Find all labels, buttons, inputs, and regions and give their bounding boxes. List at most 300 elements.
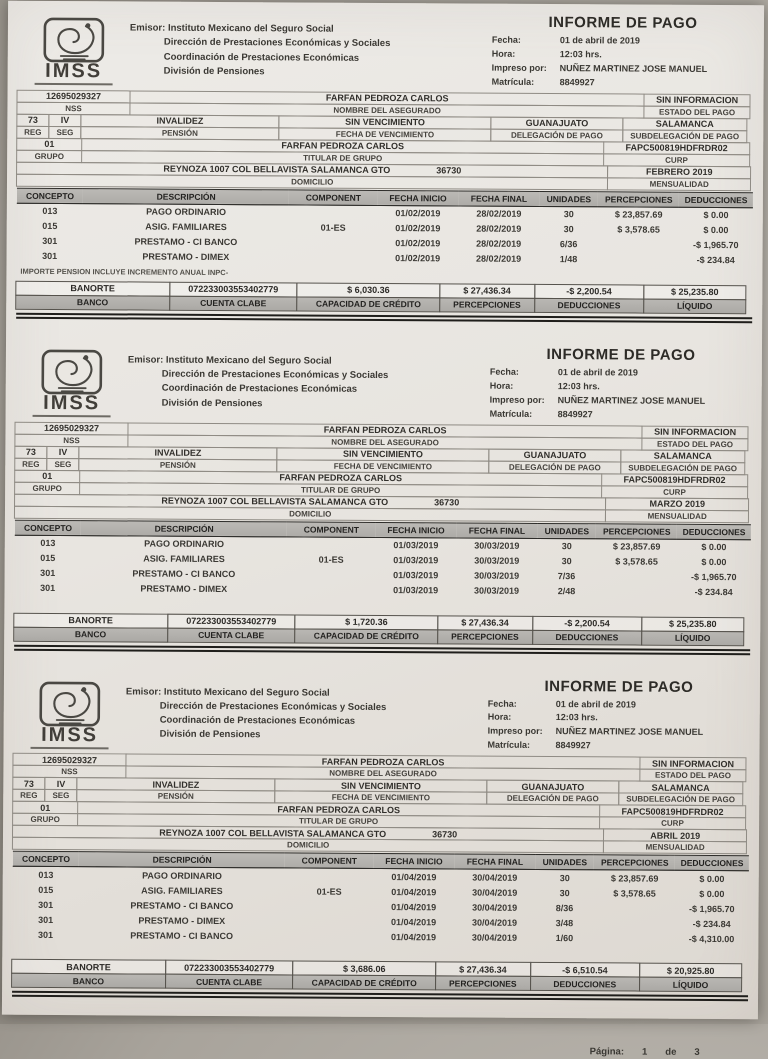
col-descripcion: DESCRIPCIÓN [81, 520, 287, 536]
cell-inicio: 01/04/2019 [373, 914, 454, 929]
cell-final: 28/02/2019 [458, 251, 539, 266]
cell-inicio: 01/03/2019 [375, 567, 456, 582]
cell-component [287, 536, 375, 552]
report-title: INFORME DE PAGO [492, 14, 754, 33]
cell-concepto: 015 [13, 882, 79, 897]
reg-value: 73 [14, 445, 47, 458]
statements-container [12, 11, 754, 1002]
cell-percepciones [594, 931, 675, 946]
col-concepto: CONCEPTO [15, 520, 81, 535]
concepts-table [16, 188, 752, 268]
delegacion-value: GUANAJUATO [487, 780, 620, 794]
delegacion-label: DELEGACIÓN DE PAGO [487, 792, 620, 806]
domicilio-text: REYNOZA 1007 COL BELLAVISTA SALAMANCA GTO [161, 496, 388, 507]
col-component: COMPONENT [287, 521, 375, 537]
cell-deducciones: -$ 234.84 [675, 916, 749, 931]
scanned-document-page [2, 1, 764, 1020]
cell-deducciones: $ 0.00 [677, 539, 751, 555]
payment-statement [16, 11, 754, 323]
cell-inicio: 01/04/2019 [373, 884, 454, 899]
concepts-table [14, 519, 750, 599]
section-divider [16, 313, 752, 323]
titular-label: TITULAR DE GRUPO [79, 482, 602, 498]
cell-descripcion: PRESTAMO - CI BANCO [79, 897, 285, 913]
col-unidades: UNIDADES [539, 191, 598, 206]
cell-descripcion: PAGO ORDINARIO [83, 203, 289, 220]
total-percepciones-label: PERCEPCIONES [439, 297, 535, 313]
col-component: COMPONENT [289, 190, 377, 206]
emisor-line-4: División de Pensiones [126, 728, 488, 744]
cell-descripcion: PRESTAMO - DIMEX [81, 581, 287, 597]
liquido-value: $ 25,235.80 [643, 284, 746, 300]
cell-percepciones: $ 23,857.69 [596, 538, 677, 554]
cell-unidades: 1/60 [535, 930, 594, 945]
periodo-label: MENSUALIDAD [607, 177, 751, 191]
insured-info-grid [17, 91, 754, 191]
delegacion-label: DELEGACIÓN DE PAGO [491, 128, 624, 142]
nss-value: 12695029327 [12, 753, 126, 767]
cell-percepciones [594, 901, 675, 916]
liquido-label: LÍQUIDO [643, 298, 746, 314]
cell-deducciones: -$ 1,965.70 [679, 238, 753, 253]
fecha-label: Fecha: [492, 34, 560, 48]
imss-logo-text: IMSS [18, 61, 130, 82]
cell-percepciones: $ 23,857.69 [594, 870, 675, 886]
matricula-label: Matrícula: [490, 407, 558, 421]
insured-name-label: NOMBRE DEL ASEGURADO [125, 766, 640, 782]
summary-table [14, 613, 750, 645]
summary-table [16, 282, 752, 314]
emisor-line-4: División de Pensiones [128, 396, 490, 412]
total-deducciones-label: DEDUCCIONES [530, 976, 640, 992]
total-deducciones-value: -$ 2,200.54 [532, 615, 642, 631]
insured-name: FARFAN PEDROZA CARLOS [128, 422, 643, 438]
cell-descripcion: PRESTAMO - DIMEX [83, 249, 289, 265]
insured-name: FARFAN PEDROZA CARLOS [130, 90, 645, 106]
insured-name-label: NOMBRE DEL ASEGURADO [127, 434, 642, 450]
periodo-value: FEBRERO 2019 [608, 165, 752, 179]
nss-label: NSS [16, 102, 130, 116]
vencimiento-label: FECHA DE VENCIMIENTO [274, 791, 488, 805]
cell-descripcion: PRESTAMO - CI BANCO [81, 566, 287, 582]
cell-concepto: 301 [14, 580, 80, 595]
cell-final: 28/02/2019 [458, 236, 539, 251]
matricula-value: 8849927 [556, 739, 750, 754]
col-fecha-inicio: FECHA INICIO [373, 854, 454, 869]
curp-value: FAPC500819HDFRDR02 [601, 473, 748, 487]
col-concepto: CONCEPTO [17, 188, 83, 203]
periodo-label: MENSUALIDAD [603, 841, 747, 855]
cell-unidades: 30 [535, 870, 594, 886]
seg-value: IV [44, 777, 77, 790]
cell-deducciones: $ 0.00 [675, 886, 749, 901]
col-deducciones: DEDUCCIONES [679, 192, 753, 207]
cell-component [285, 899, 373, 915]
domicilio-cp: 36730 [436, 166, 461, 176]
grupo-value: 01 [16, 138, 82, 151]
imss-logo [16, 343, 128, 418]
cell-concepto: 015 [15, 550, 81, 565]
hora-value: 12:03 hrs. [560, 48, 754, 63]
cell-final: 30/03/2019 [456, 583, 537, 598]
emisor-line-4: División de Pensiones [130, 64, 492, 80]
cell-final: 30/03/2019 [456, 537, 537, 553]
cell-deducciones: $ 0.00 [675, 871, 749, 887]
emisor-line-2: Dirección de Prestaciones Económicas y Sociales [126, 699, 488, 715]
curp-label: CURP [601, 485, 748, 499]
emisor-label: Emisor: [130, 22, 165, 33]
subdelegacion-label: SUBDELEGACIÓN DE PAGO [620, 461, 745, 475]
hora-value: 12:03 hrs. [556, 711, 750, 726]
domicilio-label: DOMICILIO [14, 505, 607, 522]
total-percepciones-label: PERCEPCIONES [437, 629, 533, 645]
bank-value: BANORTE [15, 281, 170, 297]
cell-final: 30/04/2019 [454, 869, 535, 885]
statement-header [18, 11, 754, 91]
imss-logo [18, 11, 130, 86]
liquido-value: $ 20,925.80 [639, 963, 742, 979]
cell-concepto: 301 [13, 897, 79, 912]
emisor-line-3: Coordinación de Prestaciones Económicas [130, 50, 492, 66]
cell-inicio: 01/03/2019 [375, 552, 456, 567]
subdelegacion-value: SALAMANCA [620, 449, 745, 463]
cell-inicio: 01/02/2019 [377, 221, 458, 236]
impreso-label: Impreso por: [488, 725, 556, 739]
total-percepciones-value: $ 27,436.34 [437, 615, 533, 631]
cell-descripcion: ASIG. FAMILIARES [79, 882, 285, 898]
page-number-total: 3 [694, 1047, 699, 1058]
titular-value: FARFAN PEDROZA CARLOS [77, 801, 600, 817]
cell-component [285, 868, 373, 884]
col-unidades: UNIDADES [535, 855, 594, 870]
domicilio-cp: 36730 [432, 829, 457, 839]
delegacion-label: DELEGACIÓN DE PAGO [489, 460, 622, 474]
cell-final: 30/04/2019 [454, 915, 535, 930]
concept-row [16, 249, 752, 268]
seg-value: IV [46, 445, 79, 458]
credit-capacity-value: $ 1,720.36 [295, 614, 439, 630]
col-deducciones: DEDUCCIONES [677, 524, 751, 539]
bank-label: BANCO [15, 294, 170, 310]
clabe-label: CUENTA CLABE [169, 295, 298, 311]
cell-unidades: 30 [539, 206, 598, 222]
report-meta-block [492, 14, 754, 91]
col-descripcion: DESCRIPCIÓN [83, 188, 289, 204]
cell-final: 28/02/2019 [458, 206, 539, 222]
imss-logo-text: IMSS [16, 393, 128, 414]
grupo-value: 01 [12, 801, 78, 814]
reg-label: REG [12, 789, 45, 802]
impreso-value: NUÑEZ MARTINEZ JOSE MANUEL [560, 62, 754, 77]
page-number-separator: de [665, 1047, 676, 1058]
total-deducciones-value: -$ 2,200.54 [534, 284, 644, 300]
seg-value: IV [48, 114, 81, 127]
cell-final: 30/03/2019 [456, 553, 537, 568]
fecha-value: 01 de abril de 2019 [556, 698, 750, 713]
cell-final: 30/04/2019 [454, 885, 535, 900]
emisor-name: Instituto Mexicano del Seguro Social [168, 23, 334, 35]
credit-capacity-label: CAPACIDAD DE CRÉDITO [292, 975, 436, 991]
liquido-value: $ 25,235.80 [641, 616, 744, 632]
cell-descripcion: ASIG. FAMILIARES [81, 551, 287, 567]
page-number [12, 1043, 748, 1058]
cell-deducciones: -$ 1,965.70 [675, 901, 749, 916]
clabe-label: CUENTA CLABE [167, 627, 296, 643]
cell-final: 30/03/2019 [456, 568, 537, 583]
vencimiento-label: FECHA DE VENCIMIENTO [276, 459, 490, 473]
pension-type: INVALIDEZ [81, 114, 280, 128]
cell-percepciones [598, 237, 679, 252]
insured-name-label: NOMBRE DEL ASEGURADO [129, 102, 644, 118]
cell-component: 01-ES [289, 220, 377, 236]
cell-deducciones: $ 0.00 [679, 223, 753, 238]
cell-final: 30/04/2019 [454, 930, 535, 945]
payment-status: SIN INFORMACION [642, 425, 749, 439]
clabe-label: CUENTA CLABE [165, 974, 294, 990]
cell-concepto: 301 [17, 234, 83, 249]
nss-value: 12695029327 [14, 421, 128, 435]
cell-descripcion: PRESTAMO - CI BANCO [83, 234, 289, 250]
cell-concepto: 301 [12, 927, 78, 942]
cell-unidades: 30 [537, 553, 596, 568]
domicilio-label: DOMICILIO [12, 837, 605, 854]
cell-unidades: 3/48 [535, 915, 594, 930]
cell-descripcion: PAGO ORDINARIO [79, 867, 285, 884]
section-divider [14, 644, 750, 654]
pension-note [18, 598, 750, 612]
imss-eagle-icon [43, 17, 105, 63]
total-percepciones-label: PERCEPCIONES [435, 976, 531, 992]
cell-component [285, 929, 373, 945]
col-percepciones: PERCEPCIONES [598, 192, 679, 207]
cell-unidades: 30 [539, 222, 598, 237]
reg-value: 73 [16, 114, 49, 127]
col-unidades: UNIDADES [537, 523, 596, 538]
subdelegacion-label: SUBDELEGACIÓN DE PAGO [618, 793, 743, 807]
domicilio-text: REYNOZA 1007 COL BELLAVISTA SALAMANCA GTO [163, 164, 390, 175]
reg-value: 73 [12, 777, 45, 790]
meta-matricula [492, 75, 754, 91]
total-percepciones-value: $ 27,436.34 [439, 283, 535, 299]
imss-logo [14, 674, 126, 749]
cell-deducciones: -$ 234.84 [677, 584, 751, 599]
cell-inicio: 01/03/2019 [375, 537, 456, 553]
pension-label: PENSIÓN [80, 126, 279, 140]
page-number-current: 1 [642, 1047, 647, 1058]
bank-value: BANORTE [13, 612, 168, 628]
concept-row [12, 927, 748, 946]
domicilio-cp: 36730 [434, 497, 459, 507]
fecha-value: 01 de abril de 2019 [558, 366, 752, 381]
col-percepciones: PERCEPCIONES [596, 523, 677, 538]
cell-component [289, 235, 377, 251]
imss-eagle-icon [41, 349, 103, 395]
payment-status: SIN INFORMACION [640, 757, 747, 771]
emisor-line-2: Dirección de Prestaciones Económicas y Sociales [130, 36, 492, 52]
statement-header [16, 343, 752, 423]
cell-concepto: 013 [13, 866, 79, 882]
clabe-value: 072233003553402779 [165, 960, 294, 976]
cell-deducciones: $ 0.00 [677, 554, 751, 569]
curp-value: FAPC500819HDFRDR02 [599, 805, 746, 819]
page-number-label: Página: [590, 1047, 624, 1058]
titular-label: TITULAR DE GRUPO [81, 150, 604, 166]
pension-label: PENSIÓN [78, 458, 277, 472]
emisor-label: Emisor: [126, 686, 161, 697]
col-descripcion: DESCRIPCIÓN [79, 852, 285, 868]
subdelegacion-value: SALAMANCA [618, 781, 743, 795]
emisor-line-3: Coordinación de Prestaciones Económicas [128, 382, 490, 398]
cell-percepciones: $ 3,578.65 [596, 554, 677, 569]
cell-descripcion: PRESTAMO - DIMEX [79, 912, 285, 928]
cell-concepto: 015 [17, 219, 83, 234]
cell-percepciones [596, 569, 677, 584]
emisor-name: Instituto Mexicano del Seguro Social [164, 686, 330, 698]
insured-info-grid [15, 422, 752, 522]
credit-capacity-value: $ 3,686.06 [292, 961, 436, 977]
payment-status-label: ESTADO DEL PAGO [644, 105, 751, 119]
periodo-value: MARZO 2019 [605, 497, 749, 511]
domicilio-label: DOMICILIO [16, 174, 609, 191]
concepts-body [12, 866, 748, 946]
bank-value: BANORTE [11, 959, 166, 975]
emisor-block [126, 675, 488, 744]
seg-label: SEG [48, 126, 81, 139]
impreso-label: Impreso por: [492, 62, 560, 76]
cell-inicio: 01/02/2019 [377, 236, 458, 251]
imss-logo-motto-line [33, 415, 111, 417]
curp-label: CURP [603, 153, 750, 167]
grupo-label: GRUPO [12, 813, 78, 826]
titular-value: FARFAN PEDROZA CARLOS [79, 470, 602, 486]
summary-table [12, 960, 748, 992]
reg-label: REG [14, 457, 47, 470]
cell-percepciones [598, 252, 679, 267]
total-deducciones-value: -$ 6,510.54 [530, 962, 640, 978]
emisor-line-3: Coordinación de Prestaciones Económicas [126, 713, 488, 729]
cell-unidades: 8/36 [535, 900, 594, 915]
col-fecha-inicio: FECHA INICIO [377, 190, 458, 205]
cell-inicio: 01/03/2019 [375, 582, 456, 597]
impreso-label: Impreso por: [490, 393, 558, 407]
cell-component: 01-ES [287, 552, 375, 568]
col-fecha-inicio: FECHA INICIO [375, 522, 456, 537]
cell-component: 01-ES [285, 884, 373, 900]
meta-matricula [488, 739, 750, 755]
credit-capacity-label: CAPACIDAD DE CRÉDITO [297, 296, 441, 312]
cell-final: 28/02/2019 [458, 221, 539, 236]
fecha-value: 01 de abril de 2019 [560, 34, 754, 49]
cell-concepto: 301 [16, 249, 82, 264]
emisor-line-2: Dirección de Prestaciones Económicas y Sociales [128, 367, 490, 383]
pension-type: INVALIDEZ [79, 446, 278, 460]
grupo-value: 01 [14, 469, 80, 482]
cell-component [289, 205, 377, 221]
cell-descripcion: PRESTAMO - CI BANCO [79, 927, 285, 943]
imss-logo-text: IMSS [14, 724, 126, 745]
payment-statement [14, 343, 752, 655]
matricula-value: 8849927 [558, 408, 752, 423]
delegacion-value: GUANAJUATO [491, 116, 624, 130]
matricula-label: Matrícula: [488, 739, 556, 753]
meta-matricula [490, 407, 752, 423]
col-component: COMPONENT [285, 853, 373, 869]
cell-component [285, 914, 373, 930]
emisor-label: Emisor: [128, 354, 163, 365]
nss-value: 12695029327 [16, 90, 130, 104]
bank-label: BANCO [13, 626, 168, 642]
hora-label: Hora: [490, 379, 558, 393]
col-percepciones: PERCEPCIONES [594, 855, 675, 870]
seg-label: SEG [46, 457, 79, 470]
col-concepto: CONCEPTO [13, 851, 79, 866]
cell-unidades: 1/48 [539, 252, 598, 267]
total-deducciones-label: DEDUCCIONES [534, 298, 644, 314]
imss-logo-motto-line [35, 83, 113, 85]
report-meta-block [490, 345, 752, 422]
payment-status: SIN INFORMACION [644, 93, 751, 107]
impreso-value: NUÑEZ MARTINEZ JOSE MANUEL [558, 394, 752, 409]
cell-deducciones: -$ 4,310.00 [675, 931, 749, 946]
concepts-body [14, 535, 750, 600]
hora-value: 12:03 hrs. [558, 380, 752, 395]
insured-info-grid [13, 754, 750, 854]
liquido-label: LÍQUIDO [641, 630, 744, 646]
clabe-value: 072233003553402779 [169, 281, 298, 297]
concept-row [14, 580, 750, 599]
grupo-label: GRUPO [16, 150, 82, 163]
cell-final: 30/04/2019 [454, 900, 535, 915]
titular-label: TITULAR DE GRUPO [77, 813, 600, 829]
vencimiento-label: FECHA DE VENCIMIENTO [278, 127, 492, 141]
cell-unidades: 2/48 [537, 583, 596, 598]
curp-value: FAPC500819HDFRDR02 [603, 141, 750, 155]
pension-note [16, 945, 748, 959]
cell-component [287, 567, 375, 583]
matricula-label: Matrícula: [492, 75, 560, 89]
insured-name: FARFAN PEDROZA CARLOS [126, 754, 641, 770]
cell-inicio: 01/02/2019 [377, 205, 458, 221]
imss-eagle-icon [39, 680, 101, 726]
cell-deducciones: $ 0.00 [679, 207, 753, 223]
credit-capacity-value: $ 6,030.36 [297, 282, 441, 298]
domicilio-text: REYNOZA 1007 COL BELLAVISTA SALAMANCA GTO [159, 827, 386, 838]
payment-status-label: ESTADO DEL PAGO [640, 769, 747, 783]
concepts-body [16, 203, 752, 268]
report-title: INFORME DE PAGO [488, 677, 750, 696]
cell-unidades: 6/36 [539, 237, 598, 252]
cell-concepto: 301 [15, 565, 81, 580]
report-title: INFORME DE PAGO [490, 345, 752, 364]
col-deducciones: DEDUCCIONES [675, 856, 749, 871]
cell-concepto: 013 [15, 535, 81, 551]
grupo-label: GRUPO [14, 481, 80, 494]
pension-label: PENSIÓN [76, 789, 275, 803]
fecha-label: Fecha: [490, 365, 558, 379]
liquido-label: LÍQUIDO [639, 977, 742, 993]
curp-label: CURP [599, 817, 746, 831]
bank-label: BANCO [11, 973, 166, 989]
imss-logo-motto-line [31, 746, 109, 748]
pension-note: IMPORTE PENSION INCLUYE INCREMENTO ANUAL INPC- [20, 267, 752, 281]
cell-deducciones: -$ 234.84 [679, 253, 753, 268]
fecha-label: Fecha: [488, 697, 556, 711]
cell-percepciones [596, 584, 677, 599]
payment-status-label: ESTADO DEL PAGO [642, 437, 749, 451]
cell-inicio: 01/04/2019 [373, 929, 454, 944]
cell-component [289, 250, 377, 266]
total-deducciones-label: DEDUCCIONES [532, 629, 642, 645]
